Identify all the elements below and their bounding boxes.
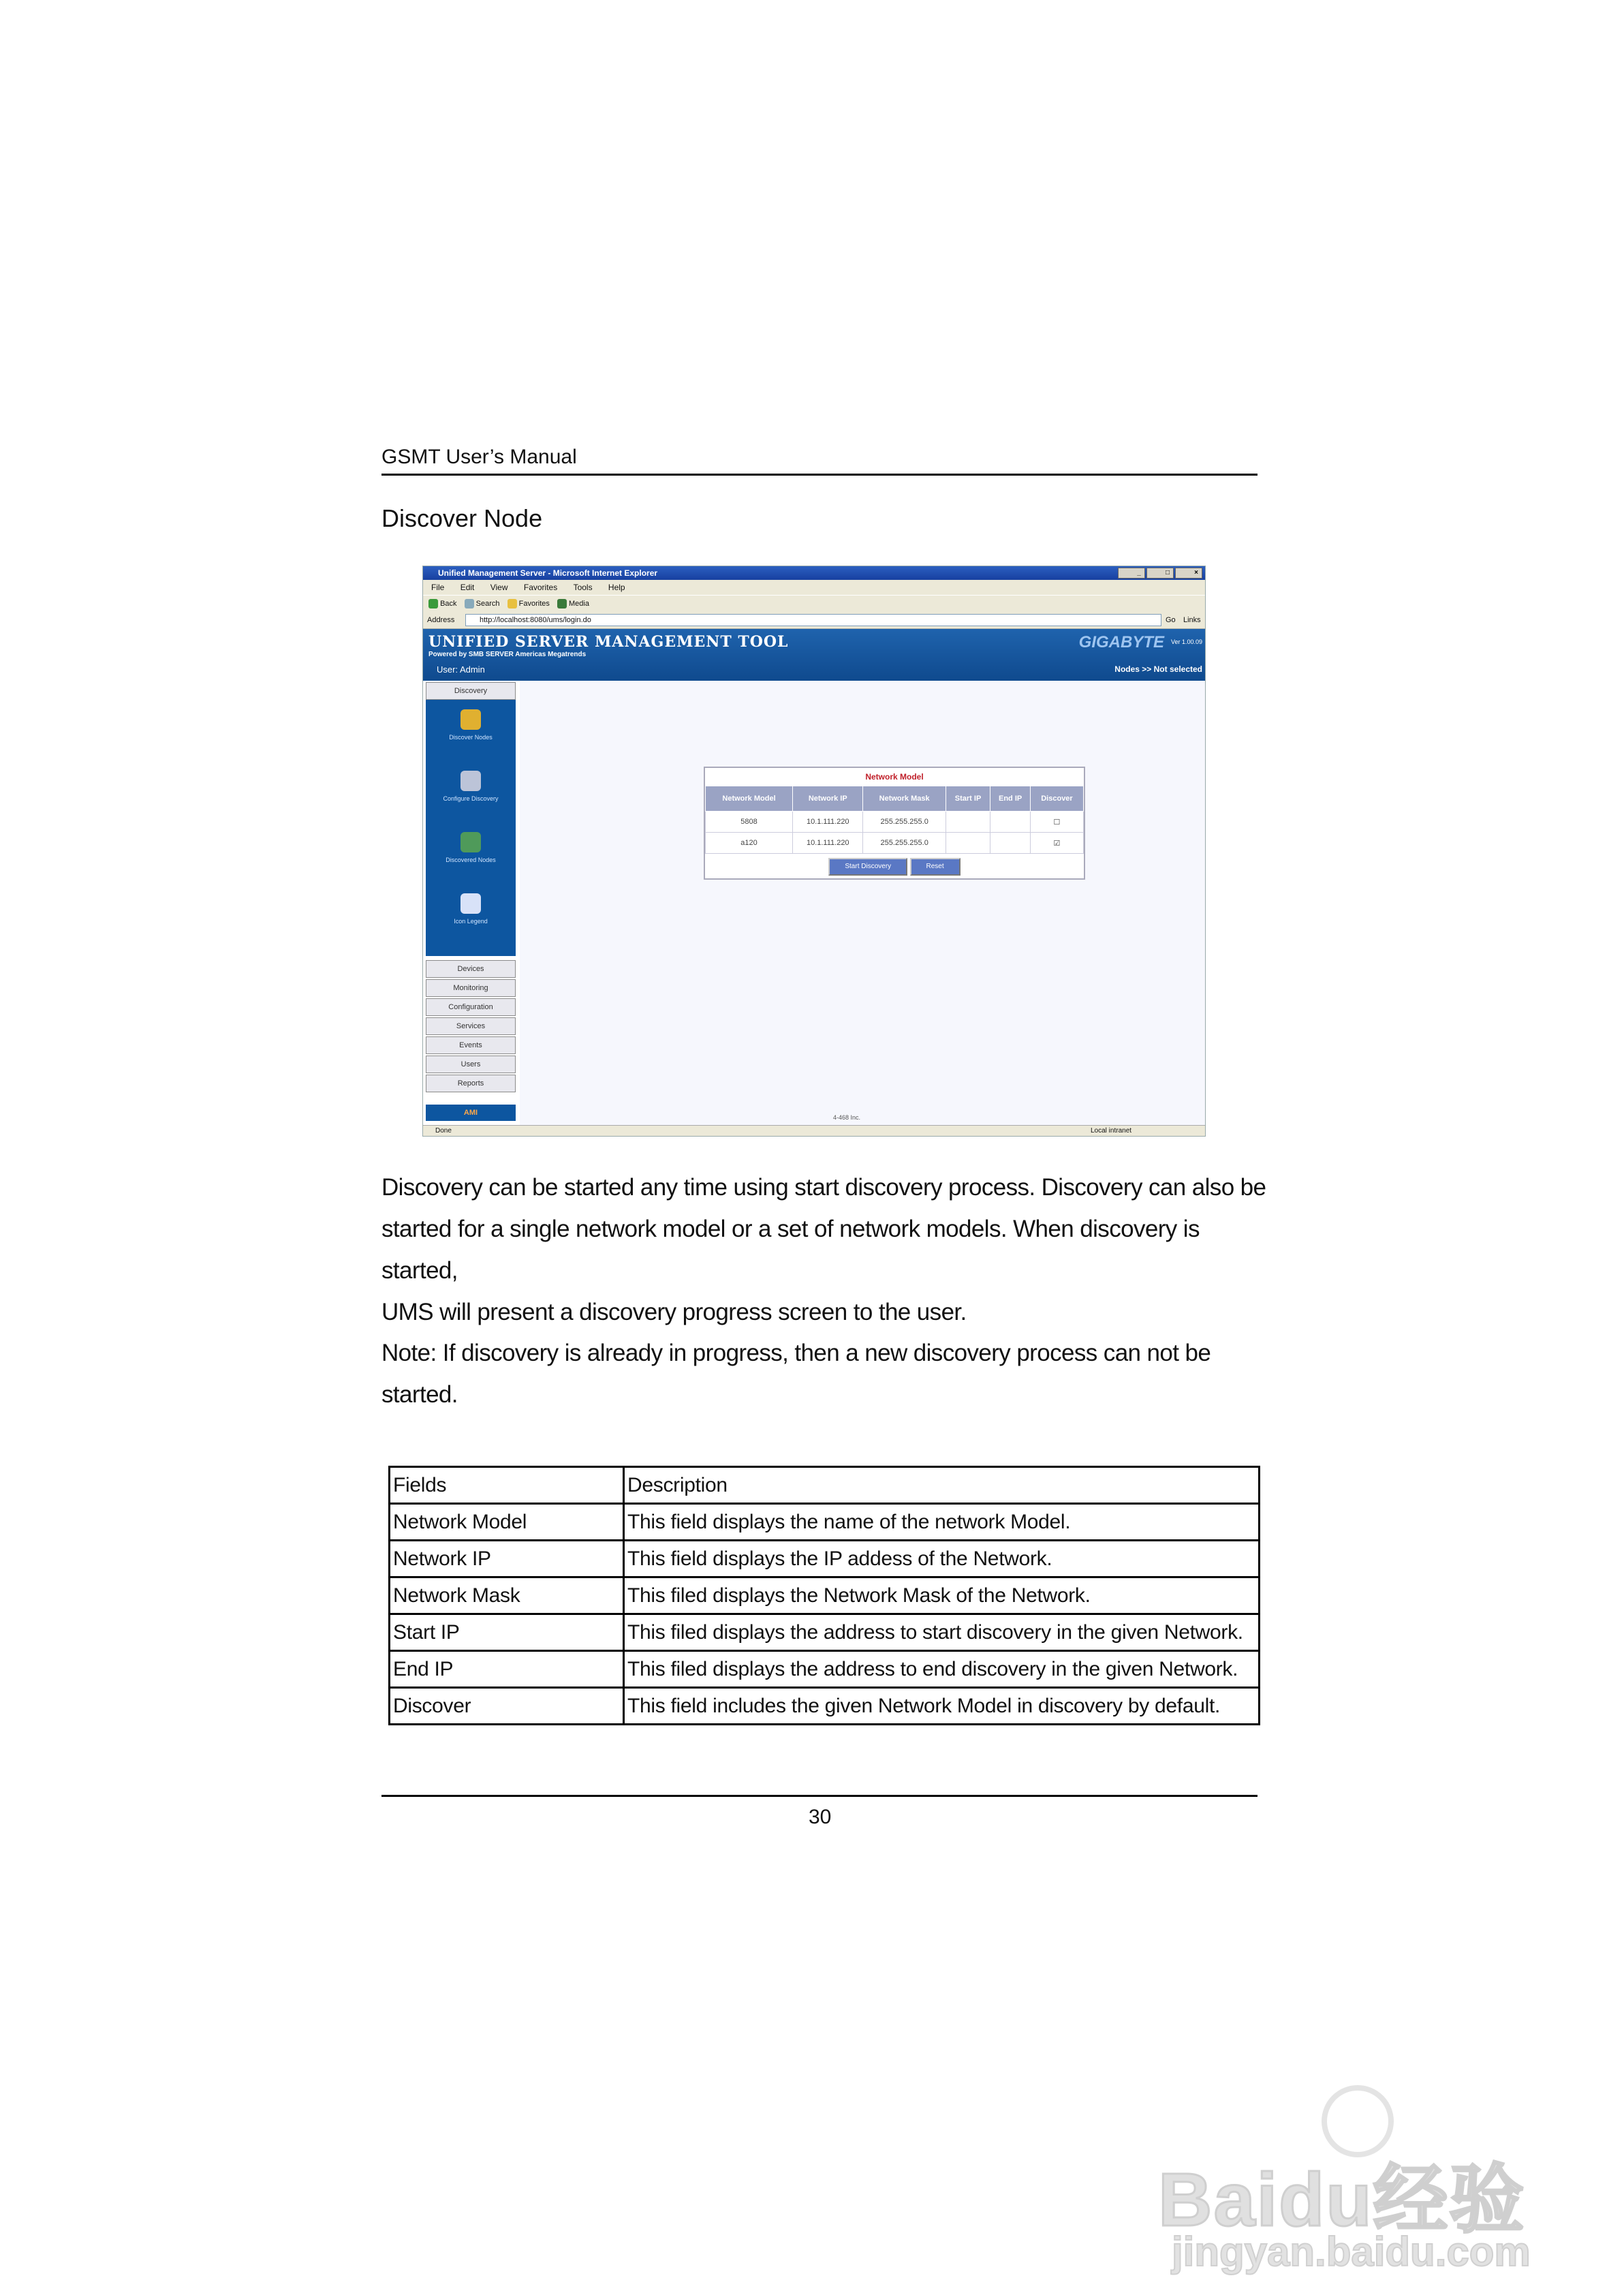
field-name: End IP [390, 1651, 624, 1688]
reset-button[interactable]: Reset [910, 858, 961, 876]
page-number: 30 [809, 1806, 832, 1828]
table-row [706, 833, 1084, 854]
button-row [705, 854, 1084, 878]
menu-edit[interactable]: Edit [460, 583, 475, 592]
menu-tools[interactable]: Tools [573, 583, 593, 592]
sidebar-tab-monitoring[interactable]: Monitoring [426, 979, 516, 997]
field-name: Network Mask [390, 1577, 624, 1614]
column-header: Discover [1030, 786, 1083, 812]
field-description: This field includes the given Network Model in discovery by default. [624, 1688, 1260, 1725]
ami-logo: AMI [426, 1105, 516, 1121]
sidebar [423, 681, 518, 1125]
back-icon[interactable] [428, 599, 438, 609]
sidebar-tab-reports[interactable]: Reports [426, 1075, 516, 1092]
app-banner [423, 629, 1205, 681]
sidebar-item-label: Configure Discovery [443, 795, 499, 802]
discovery-panel [426, 700, 516, 956]
sidebar-tab-configuration[interactable]: Configuration [426, 998, 516, 1016]
app-title: UNIFIED SERVER MANAGEMENT TOOL [428, 633, 789, 651]
network-model-table [705, 786, 1084, 854]
field-description: This filed displays the address to start discovery in the given Network. [624, 1614, 1260, 1651]
section-title: Discover Node [381, 504, 543, 532]
table-row [390, 1577, 1260, 1614]
content-footer: 4-468 Inc. [833, 1114, 861, 1121]
cell-end-ip[interactable] [990, 833, 1031, 854]
header-fields: Fields [390, 1467, 624, 1504]
watermark-url: jingyan.baidu.com [1172, 2229, 1531, 2275]
header-rule [381, 474, 1258, 476]
cell-start-ip[interactable] [946, 833, 990, 854]
sidebar-item-configure-discovery[interactable] [426, 771, 516, 802]
cell-model[interactable]: a120 [706, 833, 793, 854]
footer-rule [381, 1795, 1258, 1797]
start-discovery-button[interactable]: Start Discovery [828, 858, 907, 876]
sidebar-item-label: Icon Legend [454, 918, 488, 925]
field-description: This field displays the name of the network Model. [624, 1504, 1260, 1541]
network-model-title: Network Model [865, 772, 924, 782]
menu-file[interactable]: File [431, 583, 445, 592]
column-header: End IP [990, 786, 1031, 812]
sidebar-tab-discovery[interactable]: Discovery [426, 682, 516, 700]
sidebar-item-icon-legend[interactable] [426, 893, 516, 925]
header-description: Description [624, 1467, 1260, 1504]
column-header: Network Mask [863, 786, 946, 812]
field-name: Start IP [390, 1614, 624, 1651]
user-label: User: Admin [437, 664, 485, 675]
sidebar-tab-services[interactable]: Services [426, 1017, 516, 1035]
zone-text: Local intranet [1091, 1127, 1132, 1135]
note-paragraph [381, 1332, 1267, 1415]
cell-ip: 10.1.111.220 [793, 812, 863, 833]
address-bar [423, 612, 1205, 629]
sidebar-item-discovered-nodes[interactable] [426, 832, 516, 863]
sidebar-tab-devices[interactable]: Devices [426, 960, 516, 978]
paragraph-discovery [381, 1167, 1267, 1333]
field-description: This field displays the IP addess of the Network. [624, 1541, 1260, 1577]
field-name: Network IP [390, 1541, 624, 1577]
media-button[interactable]: Media [569, 600, 589, 608]
window-controls [1116, 568, 1202, 581]
cell-ip: 10.1.111.220 [793, 833, 863, 854]
search-button[interactable]: Search [475, 600, 500, 608]
table-row [390, 1651, 1260, 1688]
paragraph-line: Discovery can be started any time using start discovery process. Discovery can also be [381, 1174, 1266, 1201]
cell-end-ip[interactable] [990, 812, 1031, 833]
field-description: This filed displays the address to end discovery in the given Network. [624, 1651, 1260, 1688]
column-header: Network IP [793, 786, 863, 812]
menu-view[interactable]: View [490, 583, 508, 592]
menu-bar [423, 580, 1205, 595]
menu-help[interactable]: Help [608, 583, 625, 592]
cell-model[interactable]: 5808 [706, 812, 793, 833]
app-subtitle: Powered by SMB SERVER Americas Megatrends [428, 651, 587, 658]
paragraph-line: UMS will present a discovery progress screen to the user. [381, 1299, 967, 1325]
back-button[interactable]: Back [440, 600, 457, 608]
table-row [390, 1614, 1260, 1651]
table-header-row [390, 1467, 1260, 1504]
field-name: Network Model [390, 1504, 624, 1541]
configure-discovery-icon [460, 771, 481, 791]
embedded-screenshot [422, 566, 1206, 1137]
go-button[interactable]: Go [1166, 616, 1176, 624]
column-header: Start IP [946, 786, 990, 812]
baidu-watermark [1158, 2085, 1567, 2275]
discover-checkbox[interactable]: ☐ [1030, 812, 1083, 833]
address-label: Address [427, 616, 455, 624]
menu-favorites[interactable]: Favorites [523, 583, 558, 592]
sidebar-item-label: Discovered Nodes [446, 857, 496, 863]
table-row [390, 1541, 1260, 1577]
fields-table [388, 1466, 1260, 1725]
network-model-panel [704, 767, 1085, 880]
table-row [706, 812, 1084, 833]
close-icon[interactable]: × [1175, 568, 1202, 579]
cell-mask: 255.255.255.0 [863, 833, 946, 854]
watermark-brand: Baidu经验 [1158, 2158, 1526, 2242]
sidebar-tab-events[interactable]: Events [426, 1036, 516, 1054]
cell-mask: 255.255.255.0 [863, 812, 946, 833]
favorites-button[interactable]: Favorites [518, 600, 550, 608]
brand-logo: GIGABYTE [1078, 633, 1164, 651]
media-icon[interactable] [557, 599, 567, 609]
browser-toolbar [423, 595, 1205, 613]
maximize-icon[interactable]: □ [1146, 568, 1174, 579]
cell-start-ip[interactable] [946, 812, 990, 833]
manual-title: GSMT User’s Manual [381, 446, 577, 468]
note-line: Note: If discovery is already in progress, then a new discovery process can not be [381, 1340, 1211, 1366]
content-area [520, 681, 1205, 1125]
note-line: started. [381, 1381, 458, 1408]
discover-nodes-icon [460, 709, 481, 730]
icon-legend-icon [460, 893, 481, 914]
version-text: Ver 1.00.09 [1170, 638, 1202, 645]
search-icon[interactable] [465, 599, 474, 609]
window-title: Unified Management Server - Microsoft Internet Explorer [438, 568, 658, 578]
table-row [390, 1688, 1260, 1725]
column-header: Network Model [706, 786, 793, 812]
sidebar-item-discover-nodes[interactable] [426, 709, 516, 741]
minimize-icon[interactable]: _ [1118, 568, 1145, 579]
field-description: This filed displays the Network Mask of the Network. [624, 1577, 1260, 1614]
discovered-nodes-icon [460, 832, 481, 852]
discover-checkbox[interactable]: ☑ [1030, 833, 1083, 854]
favorites-icon[interactable] [507, 599, 517, 609]
selection-breadcrumb[interactable]: Nodes >> Not selected [1114, 664, 1202, 674]
window-titlebar [423, 566, 1205, 580]
table-row [390, 1504, 1260, 1541]
links-button[interactable]: Links [1183, 616, 1201, 624]
paragraph-line: started for a single network model or a set of network models. When discovery is started, [381, 1216, 1200, 1284]
field-name: Discover [390, 1688, 624, 1725]
sidebar-item-label: Discover Nodes [449, 734, 493, 741]
sidebar-tab-users[interactable]: Users [426, 1056, 516, 1073]
status-bar [423, 1125, 1205, 1137]
address-input[interactable]: http://localhost:8080/ums/login.do [465, 614, 1161, 626]
status-text: Done [435, 1127, 452, 1135]
